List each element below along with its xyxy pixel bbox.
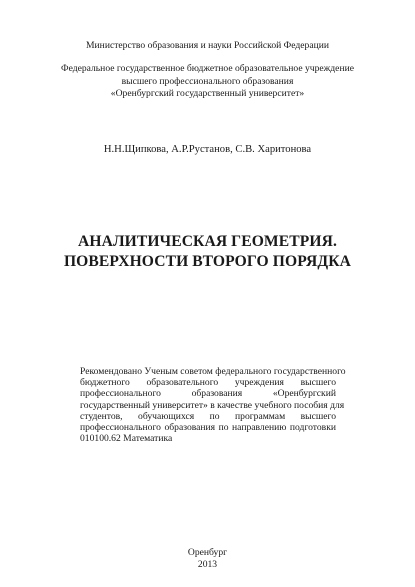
institution-line: высшего профессионального образования — [121, 75, 294, 87]
publication-city: Оренбург — [187, 547, 228, 558]
publication-footer — [0, 547, 415, 571]
recommendation-line: профессионального образования по направлению подготовки — [80, 421, 336, 433]
publication-year: 2013 — [197, 559, 218, 570]
recommendation-line: 010100.62 Математика — [80, 433, 173, 445]
recommendation-line: Рекомендовано Ученым советом федерального государственного — [80, 366, 346, 377]
ministry-heading: Министерство образования и науки Российской Федерации — [86, 40, 329, 51]
recommendation-line: государственный университет» в качестве учебного пособия для — [80, 399, 345, 411]
recommendation-line: профессионального образования «Оренбургский — [80, 388, 336, 400]
recommendation-line: бюджетного образовательного учреждения высшего — [80, 377, 336, 389]
book-title-line: ПОВЕРХНОСТИ ВТОРОГО ПОРЯДКА — [63, 253, 352, 270]
institution-block — [40, 63, 375, 101]
recommendation-block — [80, 366, 346, 445]
authors: Н.Н.Щипкова, А.Р.Рустанов, С.В. Харитонова — [103, 144, 312, 155]
institution-line: «Оренбургский государственный университет» — [110, 88, 305, 99]
book-title — [0, 232, 415, 272]
book-title-line: АНАЛИТИЧЕСКАЯ ГЕОМЕТРИЯ. — [78, 233, 337, 250]
recommendation-line: студентов, обучающихся по программам высшего — [80, 410, 336, 422]
institution-line: Федеральное государственное бюджетное образовательное учреждение — [61, 63, 354, 74]
